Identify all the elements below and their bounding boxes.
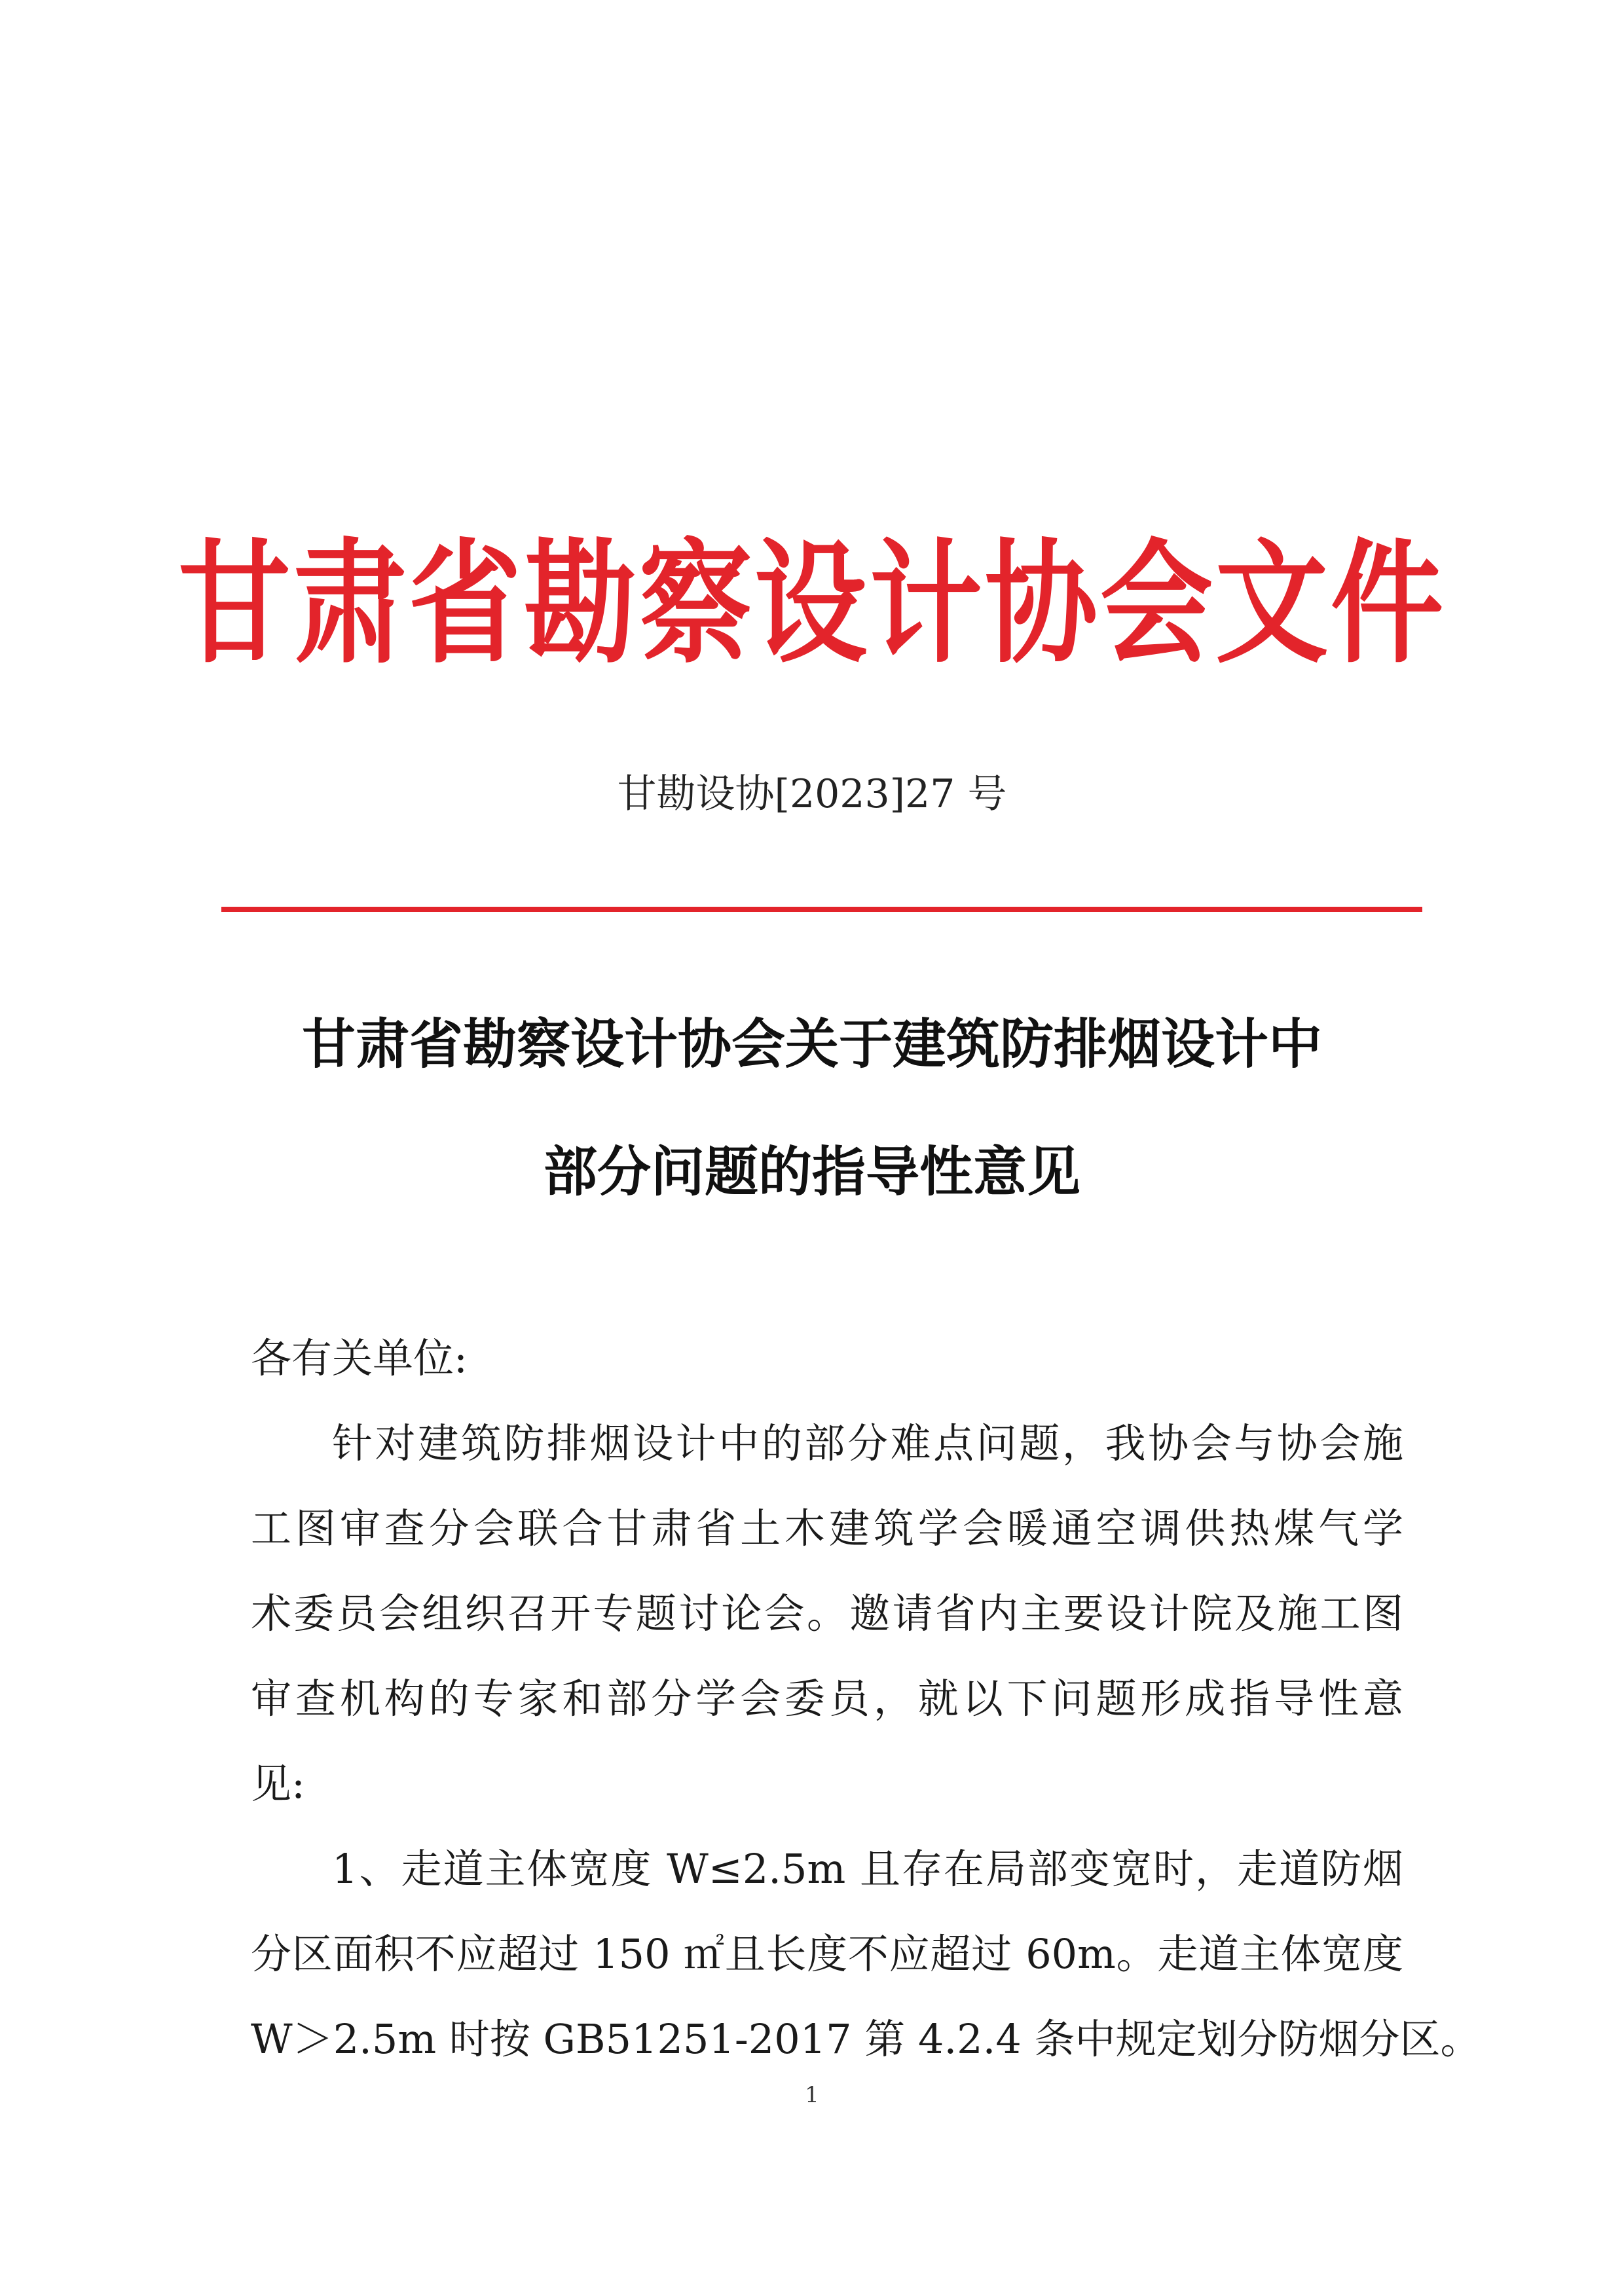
- document-title-line-2: 部分问题的指导性意见: [543, 1141, 1080, 1203]
- document-masthead: 甘肃省勘察设计协会文件: [178, 526, 1446, 682]
- paragraph-item-1: [251, 1827, 1481, 2082]
- page-number: 1: [805, 2082, 819, 2108]
- paragraph-line: W＞2.5m 时按 GB51251-2017 第 4.2.4 条中规定划分防烟分区。: [251, 2015, 1481, 2063]
- salutation: 各有关单位:: [251, 1334, 468, 1382]
- paragraph-line: 工图审查分会联合甘肃省土木建筑学会暖通空调供热煤气学: [251, 1504, 1403, 1552]
- paragraph-line: 术委员会组织召开专题讨论会。邀请省内主要设计院及施工图: [251, 1590, 1403, 1637]
- red-divider-line: [221, 907, 1422, 912]
- document-number: 甘勘设协[2023]27 号: [617, 771, 1007, 817]
- paragraph-line: 审查机构的专家和部分学会委员，就以下问题形成指导性意: [251, 1675, 1403, 1722]
- paragraph-line: 见:: [251, 1760, 305, 1808]
- paragraph-line: 针对建筑防排烟设计中的部分难点问题，我协会与协会施: [332, 1419, 1403, 1467]
- paragraph-intro: [251, 1401, 1403, 1827]
- paragraph-line: 分区面积不应超过 150 ㎡且长度不应超过 60m。走道主体宽度: [251, 1930, 1403, 1978]
- document-title-line-1: 甘肃省勘察设计协会关于建筑防排烟设计中: [301, 1013, 1322, 1076]
- paragraph-line: 1、走道主体宽度 W≤2.5m 且存在局部变宽时，走道防烟: [332, 1845, 1403, 1893]
